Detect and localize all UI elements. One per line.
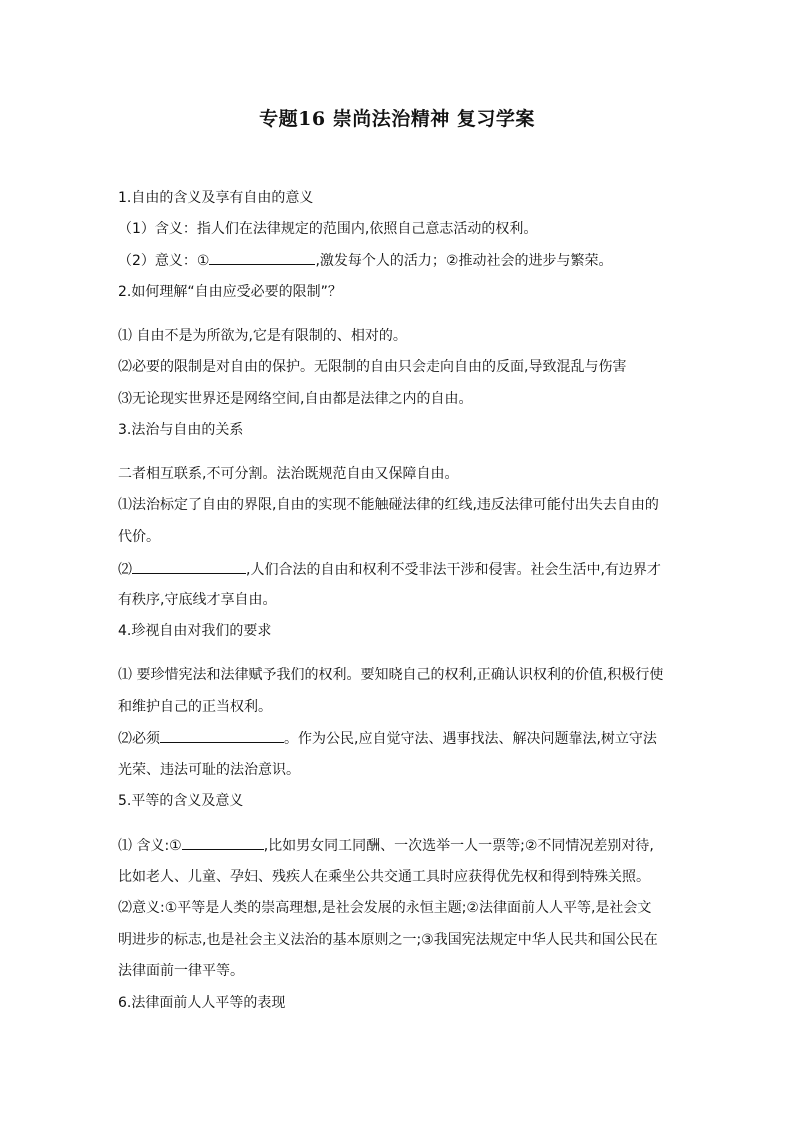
paragraph-line: ⑶无论现实世界还是网络空间,自由都是法律之内的自由。 <box>118 391 473 407</box>
paragraph-line: 代价。 <box>118 529 160 545</box>
line-text-before-blank: ⑵必须 <box>118 731 160 747</box>
line-text-before-blank: （2）意义：① <box>118 253 210 269</box>
paragraph-line: ⑵意义:①平等是人类的崇高理想,是社会发展的永恒主题;②法律面前人人平等,是社会文 <box>118 900 652 916</box>
section-heading-5: 5.平等的含义及意义 <box>118 793 244 809</box>
section-heading-2: 2.如何理解“自由应受必要的限制”？ <box>118 284 342 300</box>
paragraph-line: （1）含义：指人们在法律规定的范围内,依照自己意志活动的权利。 <box>118 221 538 237</box>
line-text-after-blank: 。作为公民,应自觉守法、遇事找法、解决问题靠法,树立守法 <box>284 731 657 747</box>
paragraph-line: ⑴ 要珍惜宪法和法律赋予我们的权利。要知晓自己的权利,正确认识权利的价值,积极行使 <box>118 667 664 683</box>
fill-blank-line <box>118 559 661 580</box>
answer-blank-3 <box>160 728 284 743</box>
answer-blank-4 <box>182 835 264 850</box>
paragraph-line: 光荣、违法可耻的法治意识。 <box>118 762 300 778</box>
section-heading-6: 6.法律面前人人平等的表现 <box>118 995 286 1011</box>
paragraph-line: 有秩序,守底线才享自由。 <box>118 592 277 608</box>
paragraph-line: 二者相互联系,不可分割。法治既规范自由又保障自由。 <box>118 466 459 482</box>
paragraph-line: 法律面前一律平等。 <box>118 963 244 979</box>
line-text-after-blank: ,人们合法的自由和权利不受非法干涉和侵害。社会生活中,有边界才 <box>246 562 661 578</box>
paragraph-line: 明进步的标志,也是社会主义法治的基本原则之一;③我国宪法规定中华人民共和国公民在 <box>118 932 658 948</box>
answer-blank-1 <box>209 250 315 265</box>
fill-blank-line <box>118 250 612 271</box>
paragraph-line: ⑴法治标定了自由的界限,自由的实现不能触碰法律的红线,违反法律可能付出失去自由的 <box>118 497 659 513</box>
line-text-after-blank: ,比如男女同工同酬、一次选举一人一票等;②不同情况差别对待, <box>263 838 654 854</box>
fill-blank-line <box>118 728 657 749</box>
paragraph-line: 和维护自己的正当权利。 <box>118 699 272 715</box>
line-text-before-blank: ⑵ <box>118 562 132 578</box>
fill-blank-line <box>118 835 654 856</box>
paragraph-line: ⑴ 自由不是为所欲为,它是有限制的、相对的。 <box>118 328 407 344</box>
answer-blank-2 <box>132 559 246 574</box>
page-title: 专题16 崇尚法治精神 复习学案 <box>259 108 535 130</box>
line-text-after-blank: ,激发每个人的活力；②推动社会的进步与繁荣。 <box>315 253 613 269</box>
paragraph-line: 比如老人、儿童、孕妇、残疾人在乘坐公共交通工具时应获得优先权和得到特殊关照。 <box>118 869 650 885</box>
paragraph-line: ⑵必要的限制是对自由的保护。无限制的自由只会走向自由的反面,导致混乱与伤害 <box>118 359 627 375</box>
section-heading-1: 1.自由的含义及享有自由的意义 <box>118 190 314 206</box>
line-text-before-blank: ⑴ 含义:① <box>118 838 182 854</box>
section-heading-4: 4.珍视自由对我们的要求 <box>118 623 272 639</box>
section-heading-3: 3.法治与自由的关系 <box>118 422 244 438</box>
